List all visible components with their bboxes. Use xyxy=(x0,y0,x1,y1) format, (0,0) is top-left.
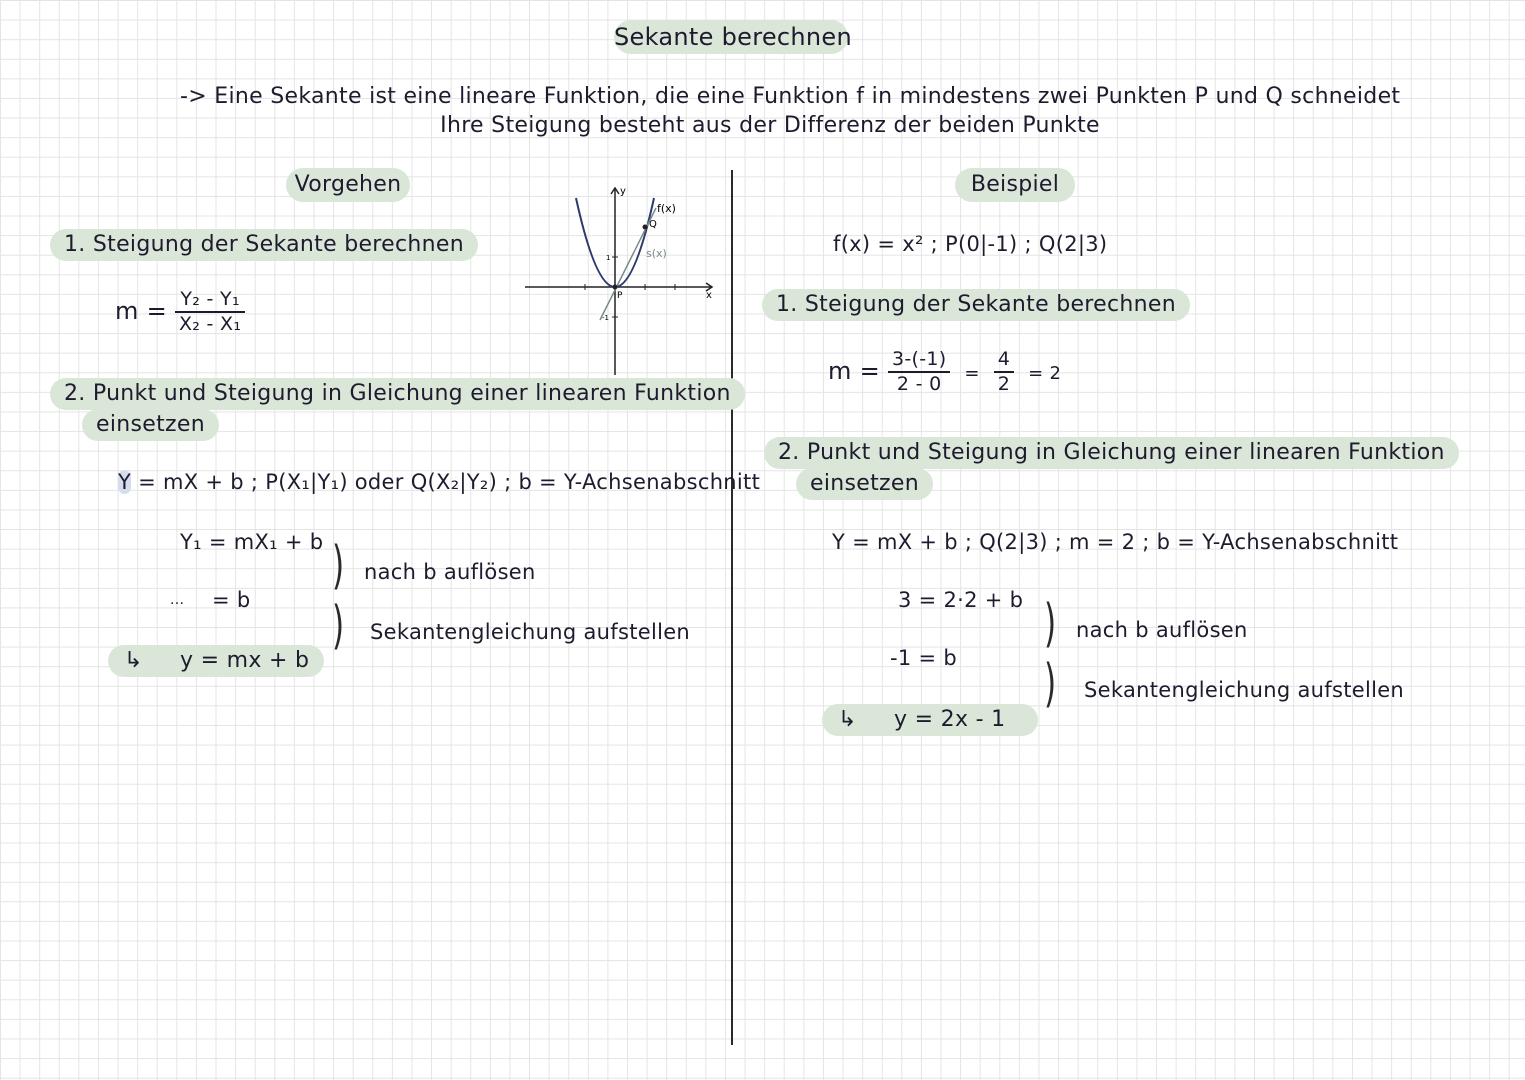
left-step-2-line-2: einsetzen xyxy=(82,409,219,441)
left-result xyxy=(108,645,324,677)
point-q xyxy=(643,225,648,230)
brace-icon: ) xyxy=(332,536,345,596)
s-label: s(x) xyxy=(646,247,667,260)
left-calc-line-1: Y₁ = mX₁ + b xyxy=(180,530,324,554)
right-calc-line-1: 3 = 2·2 + b xyxy=(898,588,1024,612)
brace-icon: ) xyxy=(1044,654,1057,714)
left-slope-formula xyxy=(115,288,245,336)
heading-beispiel: Beispiel xyxy=(955,168,1075,202)
right-step-2-line-2: einsetzen xyxy=(796,468,933,500)
right-note-setup: Sekantengleichung aufstellen xyxy=(1084,678,1405,702)
left-note-solve-b: nach b auflösen xyxy=(364,560,536,584)
brace-icon: ) xyxy=(332,596,345,656)
m-label: m = xyxy=(115,296,168,325)
left-step-2-line-1: 2. Punkt und Steigung in Gleichung einer linearen Funktion xyxy=(50,378,745,410)
slope-denominator: X₂ - X₁ xyxy=(178,312,242,335)
y-axis-label: y xyxy=(620,186,626,197)
left-result-equation: y = mx + b xyxy=(180,648,310,673)
secant-line xyxy=(600,208,656,320)
slope-numerator: Y₂ - Y₁ xyxy=(175,288,245,313)
slope-fraction-1 xyxy=(888,348,951,396)
right-result-equation: y = 2x - 1 xyxy=(894,707,1006,732)
fraction-2-numerator: 4 xyxy=(994,348,1014,373)
p-label: P xyxy=(617,291,623,301)
left-linear-equation xyxy=(118,470,760,494)
slope-fraction xyxy=(175,288,245,336)
intro-line-2: Ihre Steigung besteht aus der Differenz der beiden Punkte xyxy=(440,113,1100,138)
left-calc-dots: ... xyxy=(170,592,185,608)
right-step-2-line-1: 2. Punkt und Steigung in Gleichung einer linearen Funktion xyxy=(764,437,1459,469)
left-step-1: 1. Steigung der Sekante berechnen xyxy=(50,229,478,261)
slope-fraction-2 xyxy=(994,348,1014,396)
right-slope-calc xyxy=(828,348,1061,396)
equals-sign: = xyxy=(964,362,980,384)
left-calc-line-2: = b xyxy=(212,588,251,612)
brace-icon: ) xyxy=(1044,594,1057,654)
right-note-solve-b: nach b auflösen xyxy=(1076,618,1248,642)
fraction-1-denominator: 2 - 0 xyxy=(896,372,942,395)
column-divider xyxy=(731,170,733,1045)
right-calc-line-2: -1 = b xyxy=(890,646,958,670)
x-axis-label: x xyxy=(706,290,712,301)
y-tick-label-1: 1 xyxy=(606,254,611,262)
right-step-1: 1. Steigung der Sekante berechnen xyxy=(762,289,1190,321)
y-highlight: Y xyxy=(118,470,132,494)
fraction-1-numerator: 3-(-1) xyxy=(888,348,951,373)
right-linear-equation: Y = mX + b ; Q(2|3) ; m = 2 ; b = Y-Achsenabschnitt xyxy=(832,530,1399,554)
fraction-2-denominator: 2 xyxy=(997,372,1011,395)
right-result xyxy=(822,704,1038,736)
y-tick-label-neg1: -1 xyxy=(602,314,609,322)
function-graph xyxy=(520,180,720,380)
f-label: f(x) xyxy=(657,202,676,215)
right-given: f(x) = x² ; P(0|-1) ; Q(2|3) xyxy=(833,232,1108,256)
slope-result: = 2 xyxy=(1028,362,1062,384)
result-arrow-icon: ↳ xyxy=(124,648,143,673)
heading-vorgehen: Vorgehen xyxy=(286,168,410,202)
left-equation-rest: = mX + b ; P(X₁|Y₁) oder Q(X₂|Y₂) ; b = Y-Achsenabschnitt xyxy=(131,470,761,494)
m-label: m = xyxy=(828,356,881,385)
result-arrow-icon: ↳ xyxy=(838,707,857,732)
q-label: Q xyxy=(649,219,657,230)
intro-line-1: -> Eine Sekante ist eine lineare Funktion, die eine Funktion f in mindestens zwei Punkten P und Q schneidet xyxy=(180,84,1401,109)
point-p xyxy=(613,285,618,290)
left-note-setup: Sekantengleichung aufstellen xyxy=(370,620,691,644)
page-title: Sekante berechnen xyxy=(614,20,848,54)
